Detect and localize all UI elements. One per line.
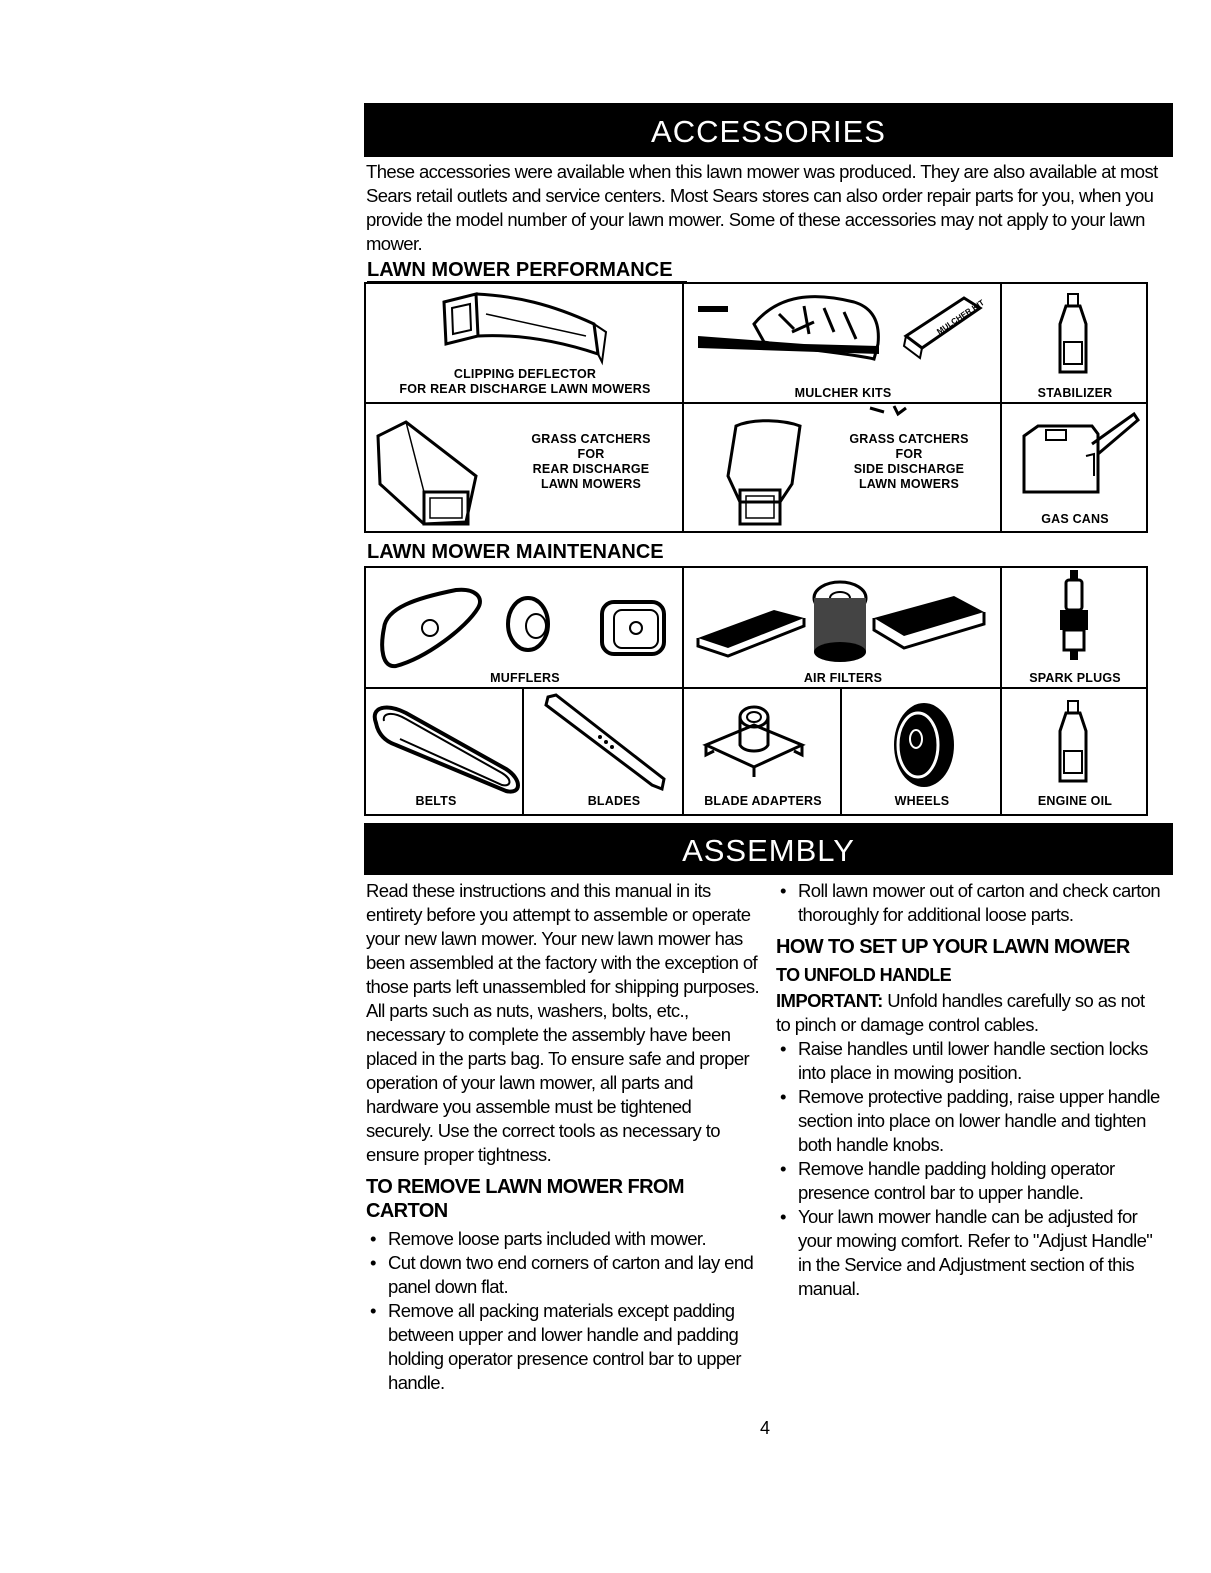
setup-heading: HOW TO SET UP YOUR LAWN MOWER <box>776 936 1130 958</box>
assembly-right-column <box>776 879 1162 1301</box>
belts-cell <box>366 689 524 814</box>
blades-cell <box>524 689 684 814</box>
grass-catchers-side-label-2: FOR <box>895 447 923 461</box>
unfold-step-2: • Remove protective padding, raise upper handle section into place on lower handle and tighten both handle knobs. <box>776 1085 1162 1157</box>
clipping-deflector-cell <box>366 284 684 404</box>
accessories-intro: These accessories were available when this lawn mower was produced. They are also available at most Sears retail outlets and service centers. Most Sears stores can also order repair parts for you, when you provide the model number of your lawn mower. Some of these accessories may not apply to your lawn mower. <box>366 161 1158 254</box>
grass-catchers-rear-label-3: REAR DISCHARGE <box>532 462 650 476</box>
wheels-label: WHEELS <box>894 794 950 808</box>
mulcher-kits-cell <box>684 284 1002 404</box>
engine-oil-cell <box>1002 689 1148 814</box>
unfold-handle-heading: TO UNFOLD HANDLE <box>776 965 952 985</box>
assembly-intro: Read these instructions and this manual in its entirety before you attempt to assemble or operate your new lawn mower. Your new lawn mower has been assembled at the factory with the exception of those parts left unassembled for shipping purposes. All parts such as nuts, washers, bolts, etc., necessary to complete the assembly have been placed in the parts bag. To ensure safe and proper operation of your lawn mower, all parts and hardware you assemble must be tightened securely. Use the correct tools as necessary to ensure proper tightness. <box>366 880 760 1165</box>
unfold-steps-list <box>776 1037 1162 1301</box>
important-label: IMPORTANT: <box>776 990 883 1011</box>
accessories-banner: ACCESSORIES <box>364 103 1173 157</box>
mulcher-kits-label: MULCHER KITS <box>794 386 892 400</box>
maintenance-heading: LAWN MOWER MAINTENANCE <box>367 541 664 563</box>
blade-adapters-cell <box>684 689 842 814</box>
remove-step-3: • Remove all packing materials except padding between upper and lower handle and padding holding operator presence control bar to upper handle. <box>366 1299 762 1395</box>
air-filters-label: AIR FILTERS <box>803 671 883 685</box>
performance-heading: LAWN MOWER PERFORMANCE <box>367 259 687 283</box>
assembly-banner: ASSEMBLY <box>364 823 1173 875</box>
remove-step-2: • Cut down two end corners of carton and lay end panel down flat. <box>366 1251 762 1299</box>
gas-cans-label: GAS CANS <box>1041 512 1109 526</box>
important-note <box>776 989 1162 1037</box>
important-text: Unfold handles carefully so as not to pinch or damage control cables. <box>776 990 1145 1035</box>
wheels-cell <box>842 689 1002 814</box>
spark-plugs-label: SPARK PLUGS <box>1029 671 1121 685</box>
remove-step-4: • Roll lawn mower out of carton and check carton thoroughly for additional loose parts. <box>776 879 1162 927</box>
grass-catchers-rear-label-1: GRASS CATCHERS <box>531 432 651 446</box>
unfold-step-4: • Your lawn mower handle can be adjusted for your mowing comfort. Refer to "Adjust Handle" in the Service and Adjustment section of this manual. <box>776 1205 1162 1301</box>
clipping-deflector-label-1: CLIPPING DEFLECTOR <box>453 367 597 381</box>
blades-label: BLADES <box>587 794 641 808</box>
grass-catchers-side-label-3: SIDE DISCHARGE <box>853 462 965 476</box>
remove-from-carton-heading: TO REMOVE LAWN MOWER FROM CARTON <box>366 1176 684 1222</box>
remove-steps-continued <box>776 879 1162 927</box>
grass-catchers-side-cell <box>684 404 1002 531</box>
engine-oil-label: ENGINE OIL <box>1037 794 1113 808</box>
grass-catchers-rear-label-2: FOR <box>577 447 605 461</box>
mufflers-cell <box>366 568 684 689</box>
grass-catchers-side-label-4: LAWN MOWERS <box>858 477 960 491</box>
unfold-step-1: • Raise handles until lower handle section locks into place in mowing position. <box>776 1037 1162 1085</box>
grass-catchers-rear-cell <box>366 404 684 531</box>
stabilizer-cell <box>1002 284 1148 404</box>
spark-plugs-cell <box>1002 568 1148 689</box>
stabilizer-label: STABILIZER <box>1037 386 1113 400</box>
remove-step-1: • Remove loose parts included with mower. <box>366 1227 762 1251</box>
mulcher-kit-box-text: MULCHER KIT <box>935 297 986 337</box>
remove-steps-list <box>366 1227 762 1395</box>
mufflers-label: MUFFLERS <box>490 671 560 685</box>
grass-catchers-side-label-1: GRASS CATCHERS <box>849 432 969 446</box>
maintenance-grid <box>364 566 1148 816</box>
page-number: 4 <box>760 1418 771 1438</box>
grass-catchers-rear-label-4: LAWN MOWERS <box>540 477 642 491</box>
performance-grid <box>364 282 1148 533</box>
air-filters-cell <box>684 568 1002 689</box>
assembly-left-column <box>366 879 762 1395</box>
clipping-deflector-label-2: FOR REAR DISCHARGE LAWN MOWERS <box>399 382 651 396</box>
belts-label: BELTS <box>415 794 457 808</box>
unfold-step-3: • Remove handle padding holding operator presence control bar to upper handle. <box>776 1157 1162 1205</box>
gas-cans-cell <box>1002 404 1148 531</box>
blade-adapters-label: BLADE ADAPTERS <box>704 794 822 808</box>
